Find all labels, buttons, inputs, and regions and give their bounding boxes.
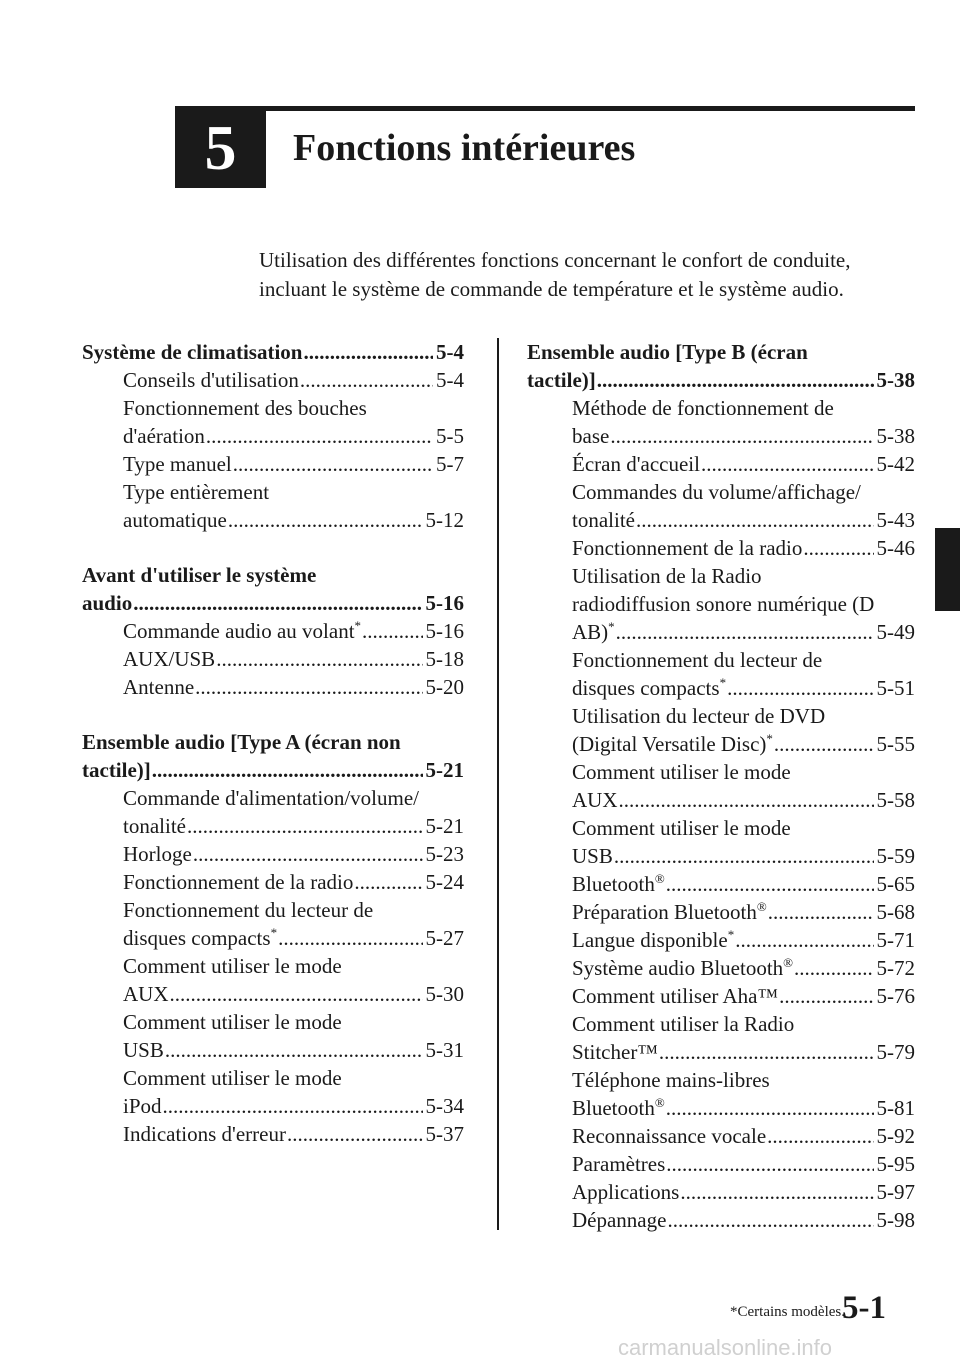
column-divider [497,338,499,1230]
toc-item-text[interactable]: Commande d'alimentation/volume/ [123,786,419,810]
toc-item-text[interactable]: Téléphone mains-libres [572,1068,770,1092]
toc-heading-link[interactable]: audio ..... 5-16 [82,589,464,617]
toc-item-link[interactable]: tonalité ..... 5-21 [123,812,464,840]
toc-item-text[interactable]: Comment utiliser la Radio [572,1012,795,1036]
chapter-intro [259,246,919,304]
toc-item-link[interactable]: AUX ..... 5-58 [572,786,915,814]
toc-item-link[interactable]: AB)* ..... 5-49 [572,618,915,646]
toc-item-link[interactable]: iPod ..... 5-34 [123,1092,464,1120]
toc-item-link[interactable]: Fonctionnement de la radio ..... 5-24 [123,868,464,896]
toc-item-text[interactable]: radiodiffusion sonore numérique (D [572,592,875,616]
toc-item-link[interactable]: Commande audio au volant* ..... 5-16 [123,617,464,645]
toc-right-column [527,338,915,1234]
toc-item-link[interactable]: disques compacts* ..... 5-51 [572,674,915,702]
toc-item-text[interactable]: Fonctionnement des bouches [123,396,367,420]
toc-left-column [82,338,464,1175]
toc-item-link[interactable]: AUX/USB ..... 5-18 [123,645,464,673]
toc-item-link[interactable]: AUX ..... 5-30 [123,980,464,1008]
toc-item-text[interactable]: Type entièrement [123,480,270,504]
toc-item-text[interactable]: Utilisation de la Radio [572,564,762,588]
toc-item-link[interactable]: Antenne ..... 5-20 [123,673,464,701]
toc-item-link[interactable]: Préparation Bluetooth® ..... 5-68 [572,898,915,926]
toc-item-link[interactable]: Conseils d'utilisation ..... 5-4 [123,366,464,394]
toc-heading-text[interactable]: Avant d'utiliser le système [82,563,317,587]
toc-item-text[interactable]: Méthode de fonctionnement de [572,396,834,420]
toc-item-link[interactable]: USB ..... 5-31 [123,1036,464,1064]
chapter-title: Fonctions intérieures [293,127,636,169]
toc-item-link[interactable]: USB ..... 5-59 [572,842,915,870]
toc-item-link[interactable]: Indications d'erreur ..... 5-37 [123,1120,464,1148]
toc-item-text[interactable]: Comment utiliser le mode [572,816,791,840]
toc-item-link[interactable]: d'aération ..... 5-5 [123,422,464,450]
intro-line: Utilisation des différentes fonctions concernant le confort de conduite, [259,248,851,272]
toc-item-link[interactable]: automatique ..... 5-12 [123,506,464,534]
watermark: carmanualsonline.info [618,1335,833,1360]
toc-item-link[interactable]: Applications ..... 5-97 [572,1178,915,1206]
toc-item-link[interactable]: Stitcher™ ..... 5-79 [572,1038,915,1066]
toc-item-link[interactable]: Bluetooth® ..... 5-81 [572,1094,915,1122]
toc-section-avant [82,561,464,701]
page-number: 5-1 [842,1290,886,1326]
toc-item-link[interactable]: Paramètres ..... 5-95 [572,1150,915,1178]
toc-item-link[interactable]: disques compacts* ..... 5-27 [123,924,464,952]
toc-item-text[interactable]: Comment utiliser le mode [123,1066,342,1090]
toc-item-link[interactable]: Dépannage ..... 5-98 [572,1206,915,1234]
toc-heading-link[interactable]: tactile)] ..... 5-21 [82,756,464,784]
toc-item-link[interactable]: base ..... 5-38 [572,422,915,450]
chapter-side-tab [935,528,960,611]
intro-line: incluant le système de commande de température et le système audio. [259,277,844,301]
toc-heading-text[interactable]: Ensemble audio [Type B (écran [527,340,808,364]
footnote: *Certains modèles. [730,1304,845,1320]
toc-item-link[interactable]: Fonctionnement de la radio ..... 5-46 [572,534,915,562]
toc-section-type-b [527,338,915,1234]
toc-heading-link[interactable]: tactile)] ..... 5-38 [527,366,915,394]
toc-item-text[interactable]: Commandes du volume/affichage/ [572,480,861,504]
toc-section-type-a [82,728,464,1148]
toc-item-link[interactable]: Bluetooth® ..... 5-65 [572,870,915,898]
toc-item-link[interactable]: Comment utiliser Aha™ ..... 5-76 [572,982,915,1010]
toc-item-link[interactable]: (Digital Versatile Disc)* ..... 5-55 [572,730,915,758]
toc-item-text[interactable]: Utilisation du lecteur de DVD [572,704,826,728]
toc-heading-text[interactable]: Ensemble audio [Type A (écran non [82,730,401,754]
header-rule [175,106,915,111]
toc-item-link[interactable]: Horloge ..... 5-23 [123,840,464,868]
chapter-number-box [175,108,266,188]
toc-heading-link[interactable]: Système de climatisation ..... 5-4 [82,338,464,366]
toc-item-text[interactable]: Fonctionnement du lecteur de [572,648,823,672]
toc-item-text[interactable]: Comment utiliser le mode [572,760,791,784]
toc-item-link[interactable]: Écran d'accueil ..... 5-42 [572,450,915,478]
toc-item-link[interactable]: Type manuel ..... 5-7 [123,450,464,478]
toc-item-link[interactable]: tonalité ..... 5-43 [572,506,915,534]
toc-item-text[interactable]: Fonctionnement du lecteur de [123,898,374,922]
toc-item-text[interactable]: Comment utiliser le mode [123,954,342,978]
toc-item-link[interactable]: Système audio Bluetooth® ..... 5-72 [572,954,915,982]
toc-item-link[interactable]: Langue disponible* ..... 5-71 [572,926,915,954]
toc-item-text[interactable]: Comment utiliser le mode [123,1010,342,1034]
toc-section-climatisation [82,338,464,534]
toc-item-link[interactable]: Reconnaissance vocale ..... 5-92 [572,1122,915,1150]
chapter-number: 5 [204,112,237,183]
